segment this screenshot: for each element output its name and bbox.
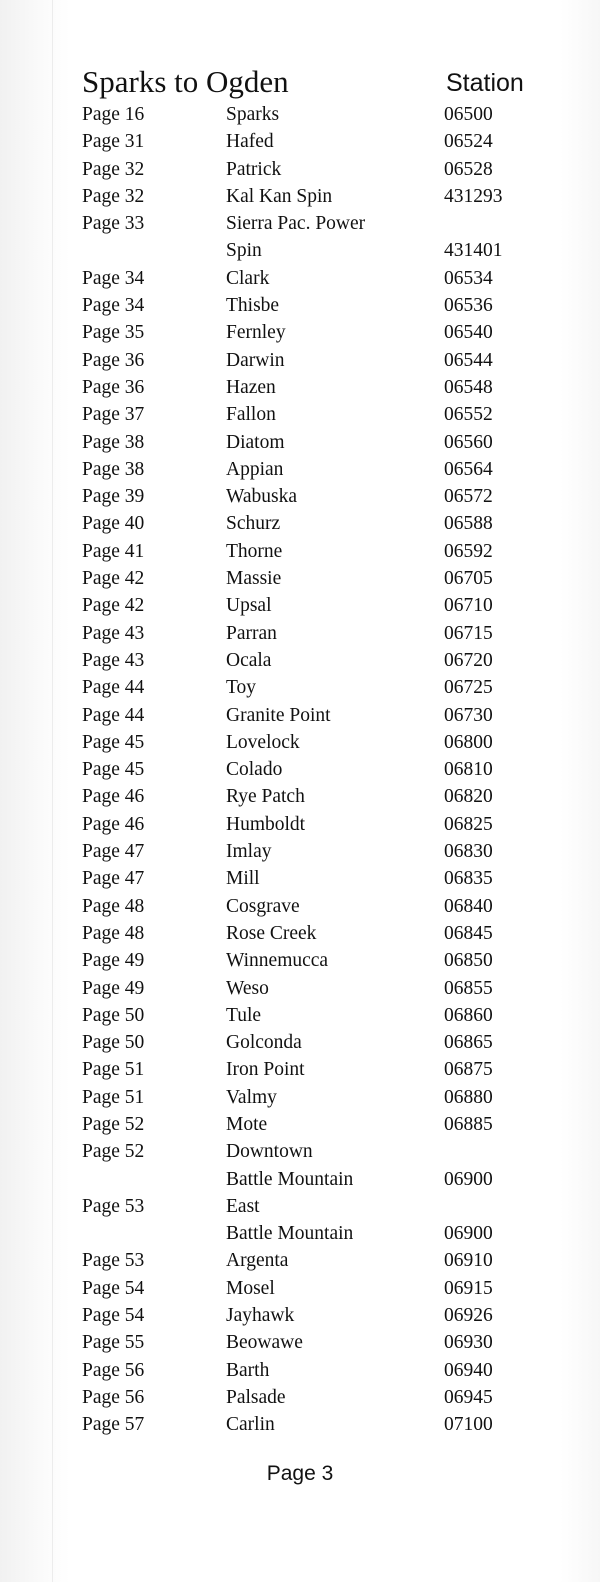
station-code: 06588 bbox=[444, 513, 493, 535]
page-reference: Page 45 bbox=[82, 731, 145, 753]
station-name-line: Toy bbox=[226, 677, 257, 699]
page-reference: Page 38 bbox=[82, 431, 145, 453]
station-name-line: Weso bbox=[226, 977, 269, 999]
station-code: 06845 bbox=[444, 922, 493, 944]
station-row bbox=[82, 210, 552, 265]
station-code: 06820 bbox=[444, 786, 493, 808]
station-name bbox=[226, 1193, 353, 1248]
station-name bbox=[226, 128, 274, 155]
station-row bbox=[82, 1138, 552, 1193]
station-row bbox=[82, 1275, 552, 1302]
station-code: 06560 bbox=[444, 431, 493, 453]
station-name-line: Humboldt bbox=[226, 813, 306, 835]
station-name-line: Hazen bbox=[226, 376, 276, 398]
station-row bbox=[82, 1084, 552, 1111]
station-name-line: Argenta bbox=[226, 1250, 289, 1272]
station-name-line: Mosel bbox=[226, 1277, 275, 1299]
page-reference: Page 41 bbox=[82, 540, 145, 562]
station-name bbox=[226, 1056, 305, 1083]
page-reference: Page 46 bbox=[82, 786, 145, 808]
page-reference: Page 56 bbox=[82, 1386, 145, 1408]
station-code: 06900 bbox=[444, 1168, 493, 1190]
station-name-line: Schurz bbox=[226, 513, 281, 535]
station-name-line: Appian bbox=[226, 458, 284, 480]
station-name bbox=[226, 1029, 302, 1056]
page-reference: Page 46 bbox=[82, 813, 145, 835]
page-reference: Page 55 bbox=[82, 1332, 145, 1354]
station-name bbox=[226, 702, 331, 729]
station-name-line: Barth bbox=[226, 1359, 270, 1381]
station-row bbox=[82, 538, 552, 565]
station-name-line: Cosgrave bbox=[226, 895, 300, 917]
station-row bbox=[82, 893, 552, 920]
station-name bbox=[226, 456, 283, 483]
station-row bbox=[82, 183, 552, 210]
station-name-line: Battle Mountain bbox=[226, 1223, 354, 1245]
station-code: 06840 bbox=[444, 895, 493, 917]
page-reference: Page 47 bbox=[82, 841, 145, 863]
page-reference: Page 54 bbox=[82, 1277, 145, 1299]
station-code: 06875 bbox=[444, 1059, 493, 1081]
station-name bbox=[226, 947, 328, 974]
page-reference: Page 33 bbox=[82, 213, 145, 235]
station-code: 06835 bbox=[444, 868, 493, 890]
station-code: 06860 bbox=[444, 1004, 493, 1026]
page-gutter-shadow bbox=[52, 0, 53, 1582]
station-code: 06855 bbox=[444, 977, 493, 999]
station-name bbox=[226, 510, 280, 537]
station-name-line: Diatom bbox=[226, 431, 285, 453]
table-header bbox=[82, 64, 552, 104]
station-name bbox=[226, 975, 269, 1002]
station-code: 06720 bbox=[444, 649, 493, 671]
station-code: 06865 bbox=[444, 1032, 493, 1054]
page-reference: Page 49 bbox=[82, 950, 145, 972]
page-reference: Page 34 bbox=[82, 295, 145, 317]
station-code: 06552 bbox=[444, 404, 493, 426]
station-name bbox=[226, 429, 285, 456]
station-row bbox=[82, 647, 552, 674]
station-name bbox=[226, 401, 276, 428]
station-name bbox=[226, 156, 281, 183]
station-name-line: Spin bbox=[226, 240, 262, 262]
page-reference: Page 36 bbox=[82, 349, 145, 371]
station-code: 06850 bbox=[444, 950, 493, 972]
station-row bbox=[82, 156, 552, 183]
station-name bbox=[226, 374, 276, 401]
station-row bbox=[82, 702, 552, 729]
station-name-line: Fernley bbox=[226, 322, 286, 344]
station-name bbox=[226, 183, 332, 210]
station-name-line: Massie bbox=[226, 568, 282, 590]
station-name bbox=[226, 1111, 267, 1138]
station-name bbox=[226, 538, 282, 565]
station-name-line: East bbox=[226, 1195, 260, 1217]
station-name bbox=[226, 756, 282, 783]
station-name-line: Rose Creek bbox=[226, 922, 317, 944]
station-code: 06926 bbox=[444, 1305, 493, 1327]
page-reference: Page 38 bbox=[82, 458, 145, 480]
page-reference: Page 49 bbox=[82, 977, 145, 999]
station-name-line: Valmy bbox=[226, 1086, 277, 1108]
page-reference: Page 50 bbox=[82, 1032, 145, 1054]
station-name-line: Rye Patch bbox=[226, 786, 305, 808]
station-code: 06572 bbox=[444, 486, 493, 508]
station-code: 06945 bbox=[444, 1386, 493, 1408]
station-row bbox=[82, 128, 552, 155]
page-reference: Page 47 bbox=[82, 868, 145, 890]
station-name bbox=[226, 838, 271, 865]
station-name-line: Darwin bbox=[226, 349, 285, 371]
station-code: 06548 bbox=[444, 376, 493, 398]
station-name bbox=[226, 1411, 275, 1438]
station-name bbox=[226, 620, 277, 647]
page-reference: Page 16 bbox=[82, 104, 145, 125]
station-name bbox=[226, 920, 316, 947]
station-code: 06715 bbox=[444, 622, 493, 644]
page-reference: Page 45 bbox=[82, 759, 145, 781]
station-code: 06910 bbox=[444, 1250, 493, 1272]
station-row bbox=[82, 620, 552, 647]
station-name bbox=[226, 1138, 353, 1193]
page-reference: Page 51 bbox=[82, 1086, 145, 1108]
station-name bbox=[226, 865, 260, 892]
station-code: 06825 bbox=[444, 813, 493, 835]
station-code: 06730 bbox=[444, 704, 493, 726]
station-code: 06725 bbox=[444, 677, 493, 699]
station-row bbox=[82, 292, 552, 319]
station-name-line: Upsal bbox=[226, 595, 272, 617]
station-name-line: Mill bbox=[226, 868, 260, 890]
station-name bbox=[226, 292, 279, 319]
station-name-line: Jayhawk bbox=[226, 1305, 295, 1327]
station-row bbox=[82, 729, 552, 756]
station-code: 06710 bbox=[444, 595, 493, 617]
station-name-line: Winnemucca bbox=[226, 950, 329, 972]
station-row bbox=[82, 374, 552, 401]
station-name bbox=[226, 1084, 277, 1111]
station-code: 06705 bbox=[444, 568, 493, 590]
station-name bbox=[226, 1329, 303, 1356]
station-name bbox=[226, 783, 305, 810]
station-name-line: Fallon bbox=[226, 404, 276, 426]
station-name-line: Sierra Pac. Power bbox=[226, 213, 366, 235]
station-name bbox=[226, 565, 281, 592]
station-name-line: Colado bbox=[226, 759, 283, 781]
station-code: 06534 bbox=[444, 267, 493, 289]
station-name-line: Palsade bbox=[226, 1386, 286, 1408]
page-reference: Page 52 bbox=[82, 1113, 145, 1135]
station-name-line: Imlay bbox=[226, 841, 272, 863]
page-reference: Page 42 bbox=[82, 568, 145, 590]
station-row bbox=[82, 592, 552, 619]
station-row bbox=[82, 510, 552, 537]
station-name bbox=[226, 592, 272, 619]
page-reference: Page 42 bbox=[82, 595, 145, 617]
station-name bbox=[226, 647, 271, 674]
station-row bbox=[82, 319, 552, 346]
station-code: 06500 bbox=[444, 104, 493, 125]
page-reference: Page 34 bbox=[82, 267, 145, 289]
station-row bbox=[82, 1384, 552, 1411]
station-name-line: Mote bbox=[226, 1113, 268, 1135]
station-name bbox=[226, 1247, 288, 1274]
page-reference: Page 32 bbox=[82, 158, 145, 180]
station-code: 06915 bbox=[444, 1277, 493, 1299]
station-code: 06930 bbox=[444, 1332, 493, 1354]
station-code: 06810 bbox=[444, 759, 493, 781]
station-row bbox=[82, 1111, 552, 1138]
page-number: Page 3 bbox=[266, 1462, 334, 1485]
station-name bbox=[226, 319, 286, 346]
station-row bbox=[82, 1357, 552, 1384]
station-row bbox=[82, 565, 552, 592]
station-name bbox=[226, 674, 256, 701]
page-reference: Page 52 bbox=[82, 1141, 145, 1163]
station-name-line: Wabuska bbox=[226, 486, 297, 508]
page-reference: Page 32 bbox=[82, 185, 145, 207]
station-name-line: Tule bbox=[226, 1004, 262, 1026]
page-reference: Page 56 bbox=[82, 1359, 145, 1381]
station-name-line: Kal Kan Spin bbox=[226, 185, 333, 207]
station-row bbox=[82, 1056, 552, 1083]
station-name-line: Patrick bbox=[226, 158, 282, 180]
station-row bbox=[82, 865, 552, 892]
station-row bbox=[82, 1002, 552, 1029]
station-name bbox=[226, 101, 279, 128]
station-name-line: Carlin bbox=[226, 1414, 275, 1436]
station-code: 06536 bbox=[444, 295, 493, 317]
station-code: 431293 bbox=[444, 185, 503, 207]
page-reference: Page 40 bbox=[82, 513, 145, 535]
page-reference: Page 44 bbox=[82, 677, 145, 699]
page-reference: Page 54 bbox=[82, 1305, 145, 1327]
station-code: 06564 bbox=[444, 458, 493, 480]
station-name bbox=[226, 1275, 275, 1302]
station-row bbox=[82, 1329, 552, 1356]
page-reference: Page 48 bbox=[82, 922, 145, 944]
station-name bbox=[226, 210, 365, 265]
station-row bbox=[82, 1193, 552, 1248]
page-reference: Page 50 bbox=[82, 1004, 145, 1026]
station-row bbox=[82, 756, 552, 783]
page-reference: Page 43 bbox=[82, 622, 145, 644]
page-reference: Page 48 bbox=[82, 895, 145, 917]
station-code: 06528 bbox=[444, 158, 493, 180]
page-reference: Page 35 bbox=[82, 322, 145, 344]
station-name bbox=[226, 1002, 261, 1029]
station-row bbox=[82, 1302, 552, 1329]
page-reference: Page 37 bbox=[82, 404, 145, 426]
station-row bbox=[82, 674, 552, 701]
station-name bbox=[226, 1357, 269, 1384]
station-row bbox=[82, 483, 552, 510]
station-name bbox=[226, 1302, 294, 1329]
page-reference: Page 44 bbox=[82, 704, 145, 726]
station-name-line: Lovelock bbox=[226, 731, 300, 753]
station-name-line: Thisbe bbox=[226, 295, 280, 317]
page-title: Sparks to Ogden bbox=[82, 64, 289, 99]
station-name bbox=[226, 893, 300, 920]
station-row bbox=[82, 1029, 552, 1056]
station-name-line: Beowawe bbox=[226, 1332, 303, 1354]
station-code: 06524 bbox=[444, 131, 493, 153]
station-row bbox=[82, 429, 552, 456]
station-name bbox=[226, 1384, 286, 1411]
page-reference: Page 36 bbox=[82, 376, 145, 398]
station-name-line: Parran bbox=[226, 622, 277, 644]
station-row bbox=[82, 101, 552, 128]
station-row bbox=[82, 401, 552, 428]
station-name-line: Golconda bbox=[226, 1032, 302, 1054]
station-name-line: Iron Point bbox=[226, 1059, 305, 1081]
page-reference: Page 53 bbox=[82, 1250, 145, 1272]
station-name-line: Downtown bbox=[226, 1141, 313, 1163]
station-name-line: Hafed bbox=[226, 131, 274, 153]
station-name bbox=[226, 265, 269, 292]
station-code: 06880 bbox=[444, 1086, 493, 1108]
station-name-line: Battle Mountain bbox=[226, 1168, 354, 1190]
station-row bbox=[82, 265, 552, 292]
station-name-line: Ocala bbox=[226, 649, 272, 671]
station-row bbox=[82, 1411, 552, 1438]
station-row bbox=[82, 456, 552, 483]
station-name bbox=[226, 483, 297, 510]
station-column-header: Station bbox=[446, 69, 524, 97]
page-reference: Page 53 bbox=[82, 1195, 145, 1217]
station-name bbox=[226, 811, 305, 838]
station-row bbox=[82, 920, 552, 947]
page-reference: Page 31 bbox=[82, 131, 145, 153]
station-name bbox=[226, 347, 284, 374]
page-reference: Page 57 bbox=[82, 1414, 145, 1436]
station-row bbox=[82, 975, 552, 1002]
station-code: 06885 bbox=[444, 1113, 493, 1135]
station-code: 06800 bbox=[444, 731, 493, 753]
page-reference: Page 39 bbox=[82, 486, 145, 508]
page-reference: Page 51 bbox=[82, 1059, 145, 1081]
station-row bbox=[82, 783, 552, 810]
station-code: 431401 bbox=[444, 240, 503, 262]
station-row bbox=[82, 1247, 552, 1274]
station-row bbox=[82, 347, 552, 374]
station-code: 06544 bbox=[444, 349, 493, 371]
station-code: 06940 bbox=[444, 1359, 493, 1381]
station-name-line: Sparks bbox=[226, 104, 280, 125]
station-name-line: Granite Point bbox=[226, 704, 331, 726]
station-code: 06830 bbox=[444, 841, 493, 863]
station-row bbox=[82, 947, 552, 974]
station-code: 06592 bbox=[444, 540, 493, 562]
station-code: 06540 bbox=[444, 322, 493, 344]
station-name-line: Clark bbox=[226, 267, 270, 289]
station-row bbox=[82, 811, 552, 838]
station-code: 07100 bbox=[444, 1414, 493, 1436]
station-name bbox=[226, 729, 300, 756]
page-reference: Page 43 bbox=[82, 649, 145, 671]
station-code: 06900 bbox=[444, 1223, 493, 1245]
station-row bbox=[82, 838, 552, 865]
station-list bbox=[82, 101, 552, 1439]
station-name-line: Thorne bbox=[226, 540, 283, 562]
